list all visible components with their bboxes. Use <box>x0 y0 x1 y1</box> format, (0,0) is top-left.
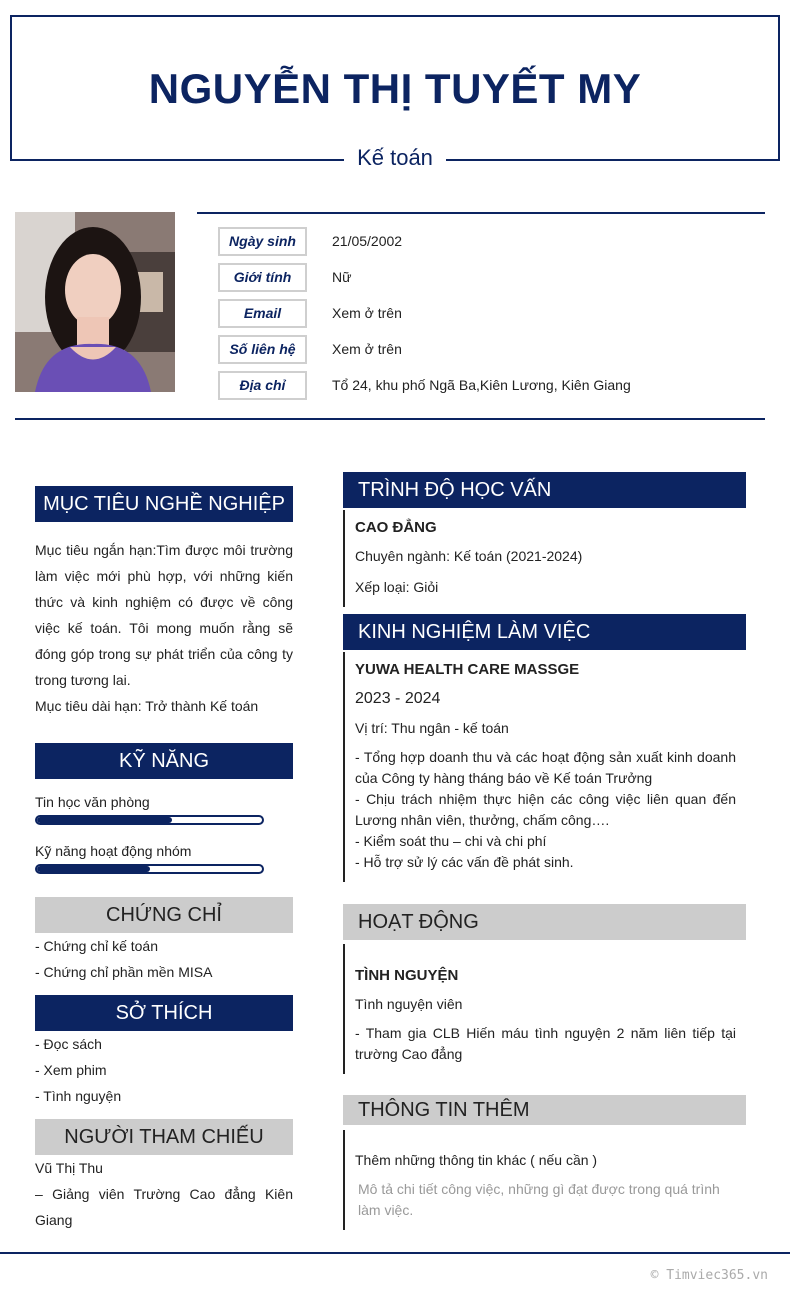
additional-line1: Thêm những thông tin khác ( nếu cần ) <box>355 1152 598 1168</box>
gender-label: Giới tính <box>218 263 307 292</box>
education-major: Chuyên ngành: Kế toán (2021-2024) <box>355 548 583 564</box>
activities-heading: HOẠT ĐỘNG <box>343 904 746 940</box>
activity-name: TÌNH NGUYỆN <box>355 967 459 984</box>
education-heading: TRÌNH ĐỘ HỌC VẤN <box>343 472 746 508</box>
avatar-illustration <box>15 212 175 392</box>
reference-detail: – Giảng viên Trường Cao đẳng Kiên Giang <box>35 1186 293 1228</box>
certificate-item: - Chứng chỉ phần mền MISA <box>35 964 213 980</box>
skill-label-teamwork: Kỹ năng hoạt động nhóm <box>35 843 192 859</box>
address-value: Tổ 24, khu phố Ngã Ba,Kiên Lương, Kiên Giang <box>332 377 631 393</box>
profile-photo <box>15 212 175 392</box>
footer-watermark: © Timviec365.vn <box>650 1268 768 1283</box>
skill-label-office: Tin học văn phòng <box>35 794 150 810</box>
skill-fill-office <box>37 817 172 823</box>
gender-value: Nữ <box>332 269 352 285</box>
hobbies-heading: SỞ THÍCH <box>35 995 293 1031</box>
email-label: Email <box>218 299 307 328</box>
objective-long: Mục tiêu dài hạn: Trở thành Kế toán <box>35 698 259 714</box>
experience-company: YUWA HEALTH CARE MASSGE <box>355 661 580 678</box>
experience-duty: - Chịu trách nhiệm thực hiện các công việc liên quan đến Lương nhân viên, thưởng, chấm công…. <box>355 791 736 828</box>
certificate-item: - Chứng chỉ kế toán <box>35 938 158 954</box>
footer-divider <box>0 1252 790 1254</box>
name-box <box>10 15 780 161</box>
objective-heading: MỤC TIÊU NGHỀ NGHIỆP <box>35 486 293 522</box>
activity-detail: - Tham gia CLB Hiến máu tình nguyện 2 năm liên tiếp tại trường Cao đẳng <box>355 1025 736 1062</box>
job-title: Kế toán <box>344 143 446 173</box>
experience-duty: - Tổng hợp doanh thu và các hoạt động sản xuất kinh doanh của Công ty hàng tháng báo về Kế toán Trưởng <box>355 749 736 786</box>
additional-timeline <box>343 1130 345 1230</box>
experience-period: 2023 - 2024 <box>355 690 441 707</box>
dob-label: Ngày sinh <box>218 227 307 256</box>
objective-short: Mục tiêu ngắn hạn:Tìm được môi trường làm việc mới phù hợp, với những kiến thức và kinh nghiệm có được về công việc kế toán. Tôi mong muốn rằng sẽ đóng góp trong sự phát triển của công ty trong tương lai. <box>35 542 293 688</box>
skill-bar-office <box>35 815 264 825</box>
education-timeline <box>343 510 345 607</box>
experience-timeline <box>343 652 345 882</box>
info-top-divider <box>197 212 765 214</box>
experience-heading: KINH NGHIỆM LÀM VIỆC <box>343 614 746 650</box>
education-grade: Xếp loại: Giỏi <box>355 579 439 595</box>
reference-name: Vũ Thị Thu <box>35 1160 103 1176</box>
skill-bar-teamwork <box>35 864 264 874</box>
hobby-item: - Đọc sách <box>35 1036 102 1052</box>
certificates-heading: CHỨNG CHỈ <box>35 897 293 933</box>
experience-position: Vị trí: Thu ngân - kế toán <box>355 720 509 736</box>
hobby-item: - Xem phim <box>35 1062 107 1078</box>
skills-heading: KỸ NĂNG <box>35 743 293 779</box>
phone-value: Xem ở trên <box>332 341 402 357</box>
info-bottom-divider <box>15 418 765 420</box>
education-school: CAO ĐẲNG <box>355 519 437 536</box>
candidate-name: NGUYỄN THỊ TUYẾT MY <box>148 65 642 112</box>
additional-line2: Mô tả chi tiết công việc, những gì đạt được trong quá trình làm việc. <box>358 1181 720 1218</box>
activity-role: Tình nguyện viên <box>355 996 463 1012</box>
additional-heading: THÔNG TIN THÊM <box>343 1095 746 1125</box>
address-label: Địa chỉ <box>218 371 307 400</box>
email-value: Xem ở trên <box>332 305 402 321</box>
activities-timeline <box>343 944 345 1074</box>
references-heading: NGƯỜI THAM CHIẾU <box>35 1119 293 1155</box>
dob-value: 21/05/2002 <box>332 233 403 249</box>
skill-fill-teamwork <box>37 866 150 872</box>
experience-duty: - Kiểm soát thu – chi và chi phí <box>355 833 547 849</box>
experience-duty: - Hỗ trợ sử lý các vấn đề phát sinh. <box>355 854 574 870</box>
hobby-item: - Tình nguyện <box>35 1088 122 1104</box>
phone-label: Số liên hệ <box>218 335 307 364</box>
